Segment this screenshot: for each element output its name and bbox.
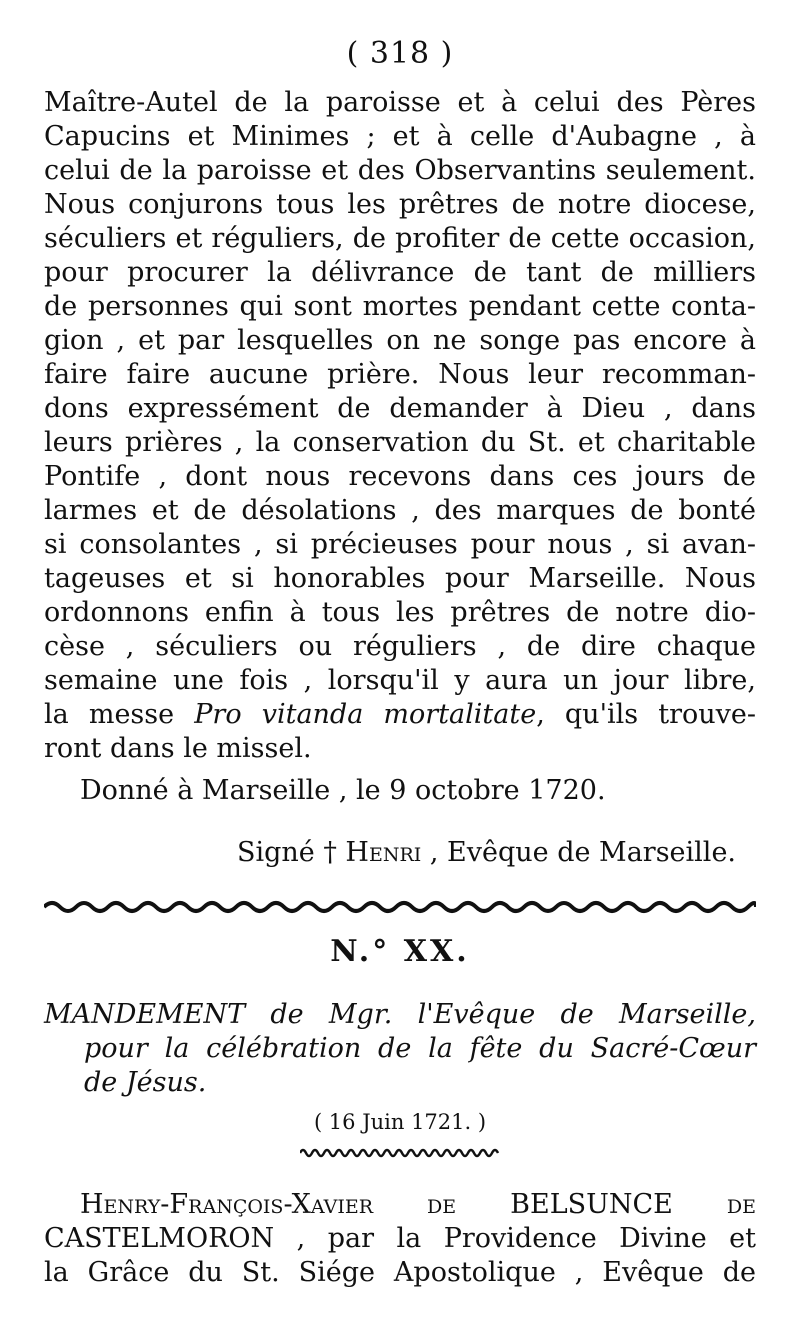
page-number: ( 318 )	[346, 36, 454, 71]
mandate-title-caps: MANDEMENT	[44, 999, 246, 1030]
signature-name: Henri	[345, 837, 422, 868]
text-line: la Grâce du St. Siége Apostolique , Evêque de	[44, 1257, 756, 1288]
text-line: gion , et par lesquelles on ne songe pas encore à	[44, 325, 756, 356]
text-line: cèse , séculiers ou réguliers , de dire chaque	[44, 631, 756, 662]
mandate-title-line: de Jésus.	[84, 1067, 207, 1098]
signature-prefix: Signé †	[236, 837, 346, 868]
section-number: N.° XX.	[330, 934, 470, 969]
signature-line	[44, 836, 736, 870]
text-fragment: , qu'ils trouve-	[536, 699, 756, 730]
mandate-date: ( 16 Juin 1721. )	[313, 1110, 487, 1134]
text-line	[80, 1188, 756, 1222]
text-fragment: la messe	[44, 699, 195, 730]
date-given-line: Donné à Marseille , le 9 octobre 1720.	[80, 775, 606, 806]
signature-title: , Evêque de Marseille.	[421, 837, 736, 868]
text-line: leurs prières , la conservation du St. et charitable	[44, 427, 756, 458]
text-line: pour procurer la délivrance de tant de milliers	[44, 257, 756, 288]
bishop-surname: BELSUNCE	[456, 1189, 727, 1220]
text-line: tageuses et si honorables pour Marseille. Nous	[44, 563, 756, 594]
text-line: CASTELMORON , par la Providence Divine et	[44, 1223, 756, 1254]
text-line: Maître-Autel de la paroisse et à celui des Pères	[44, 87, 756, 118]
text-line: faire faire aucune prière. Nous leur recomman-	[44, 359, 756, 390]
bishop-name: Henry-François-Xavier de	[80, 1189, 457, 1220]
mandate-title-text: de Mgr. l'Evêque de Marseille,	[245, 999, 756, 1030]
decorative-rule	[44, 897, 756, 917]
mandate-title-line: pour la célébration de la fête du Sacré-Cœur	[84, 1033, 756, 1064]
small-ornament	[300, 1146, 500, 1160]
text-line	[44, 698, 756, 732]
text-line: celui de la paroisse et des Observantins seulement.	[44, 155, 756, 186]
text-line: larmes et de désolations , des marques de bonté	[44, 495, 756, 526]
mandate-title-line	[44, 998, 756, 1032]
text-fragment: de	[726, 1189, 757, 1220]
text-line: Pontife , dont nous recevons dans ces jours de	[44, 461, 756, 492]
text-line: semaine une fois , lorsqu'il y aura un jour libre,	[44, 665, 756, 696]
text-line: séculiers et réguliers, de profiter de cette occasion,	[44, 223, 756, 254]
text-line: Capucins et Minimes ; et à celle d'Aubagne , à	[44, 121, 756, 152]
latin-phrase: Pro vitanda mortalitate	[194, 699, 537, 730]
text-line: dons expressément de demander à Dieu , dans	[44, 393, 756, 424]
text-line: de personnes qui sont mortes pendant cette conta-	[44, 291, 756, 322]
text-line: ront dans le missel.	[44, 733, 312, 764]
text-line: ordonnons enfin à tous les prêtres de notre dio-	[44, 597, 756, 628]
text-line: si consolantes , si précieuses pour nous , si avan-	[44, 529, 756, 560]
text-line: Nous conjurons tous les prêtres de notre diocese,	[44, 189, 756, 220]
